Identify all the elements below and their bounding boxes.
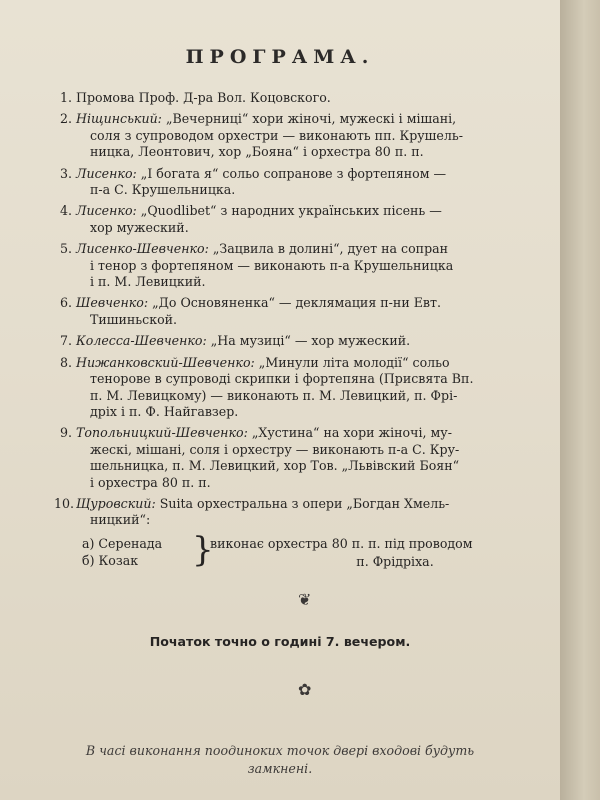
item-text: „Зацвила в долині“, дует на сопран xyxy=(212,241,449,257)
item-number: 3. xyxy=(60,165,73,181)
composer-name: Лисенко-Шевченко: xyxy=(76,241,209,257)
item-number: 6. xyxy=(60,295,73,311)
footer-note xyxy=(0,742,560,778)
item-line xyxy=(76,333,546,349)
program-list xyxy=(54,90,546,571)
program-item xyxy=(60,111,546,160)
composer-name: Шевченко: xyxy=(76,295,149,311)
ornament-top-icon: ❦ xyxy=(298,590,312,609)
performer-line: п. Фрідріха. xyxy=(356,553,434,569)
program-item xyxy=(54,495,546,529)
item-text: „Минули літа молодії“ сольо xyxy=(258,354,450,370)
item-number: 1. xyxy=(60,90,73,105)
item-text: „І богата я“ сольо сопранове з фортепяном — xyxy=(140,165,447,181)
program-item xyxy=(60,165,546,199)
item-text: „Вечерниці“ хори жіночі, мужескі і мішані, xyxy=(165,111,457,127)
item-line xyxy=(76,90,546,106)
item-text: хор мужеский. xyxy=(90,219,189,235)
ornament-bottom-icon: ✿ xyxy=(298,680,312,699)
item-line xyxy=(76,258,546,274)
composer-name: Ніщинський: xyxy=(76,111,162,127)
suite-parts xyxy=(76,529,546,571)
suite-part: а) Серенада xyxy=(82,535,163,551)
composer-name: Нижанковский-Шевченко: xyxy=(76,354,255,370)
item-line xyxy=(76,220,546,236)
start-time-note: Початок точно о годині 7. вечером. xyxy=(149,634,411,649)
item-text: „На музиці“ — хор мужеский. xyxy=(210,333,411,349)
item-text: п-а С. Крушельницка. xyxy=(90,182,236,198)
composer-name: Лисенко: xyxy=(76,165,137,181)
item-text: ницкий“: xyxy=(90,512,151,528)
brace-icon: } xyxy=(192,529,214,570)
program-item xyxy=(60,203,546,236)
suite-performers xyxy=(210,535,540,571)
item-line xyxy=(76,425,546,441)
item-text: жескі, мішані, соля і орхестру — виконають п-а С. Кру- xyxy=(90,441,460,457)
footer-line: замкнені. xyxy=(247,761,313,776)
item-number: 4. xyxy=(60,203,73,219)
suite-part: б) Козак xyxy=(82,552,139,568)
program-item xyxy=(60,354,546,421)
item-text: Тишиньской. xyxy=(90,311,178,327)
item-line xyxy=(76,442,546,458)
item-text: „Хустина“ на хори жіночі, му- xyxy=(251,425,452,441)
item-line xyxy=(76,241,546,257)
item-text: соля з супроводом орхестри — виконають пп. Крушель- xyxy=(90,127,463,143)
item-number: 8. xyxy=(60,354,73,370)
item-line xyxy=(76,388,546,404)
item-line xyxy=(76,371,546,387)
item-text: шельницка, п. М. Левицкий, хор Тов. „Львівский Боян“ xyxy=(90,458,460,474)
item-line xyxy=(76,111,546,127)
item-line xyxy=(76,312,546,328)
item-number: 7. xyxy=(60,333,73,349)
item-text: „Quodlibet“ з народних українських пісень — xyxy=(140,203,442,219)
item-line xyxy=(76,128,546,144)
item-line xyxy=(76,512,546,528)
program-item xyxy=(60,241,546,290)
item-line xyxy=(76,144,546,160)
item-text: п. М. Левицкому) — виконають п. М. Левицкий, п. Фрі- xyxy=(90,387,458,403)
item-line xyxy=(76,166,546,182)
program-item xyxy=(60,295,546,328)
item-text: дріх і п. Ф. Найгавзер. xyxy=(90,403,239,419)
item-text: Suita орхестральна з опери „Богдан Хмель- xyxy=(159,495,450,511)
item-text: і п. М. Левицкий. xyxy=(90,274,206,290)
item-line xyxy=(76,182,546,198)
item-text: і тенор з фортепяном — виконають п-а Крушельницка xyxy=(90,257,454,273)
page-edge xyxy=(560,0,600,800)
program-item xyxy=(60,90,546,106)
composer-name: Щуровский: xyxy=(76,495,156,511)
item-text: „До Основяненка“ — деклямация п-ни Евт. xyxy=(152,295,441,311)
item-line xyxy=(76,475,546,491)
program-item xyxy=(60,425,546,491)
item-line xyxy=(76,203,546,219)
item-line xyxy=(76,404,546,420)
item-number: 10. xyxy=(54,495,75,511)
performer-line: виконає орхестра 80 п. п. під проводом xyxy=(210,535,473,551)
item-text: Промова Проф. Д-ра Вол. Коцовского. xyxy=(76,90,331,105)
page-title: ПРОГРАМА. xyxy=(185,46,375,68)
item-number: 9. xyxy=(60,425,73,441)
composer-name: Топольницкий-Шевченко: xyxy=(76,425,248,441)
item-line xyxy=(76,496,546,512)
program-item xyxy=(60,333,546,349)
item-number: 2. xyxy=(60,111,73,127)
item-text: і орхестра 80 п. п. xyxy=(90,474,211,490)
item-number: 5. xyxy=(60,241,73,257)
item-line xyxy=(76,355,546,371)
item-text: тенорове в супроводі скрипки і фортепяна (Присвята Вп. xyxy=(90,371,474,387)
footer-line: В часі виконання поодиноких точок двері входові будуть xyxy=(85,743,475,758)
suite-part-list xyxy=(82,535,162,569)
composer-name: Колесса-Шевченко: xyxy=(76,333,207,349)
item-line xyxy=(76,458,546,474)
item-line xyxy=(76,295,546,311)
composer-name: Лисенко: xyxy=(76,203,137,219)
item-line xyxy=(76,274,546,290)
item-text: ницка, Леонтович, хор „Бояна“ і орхестра 80 п. п. xyxy=(90,144,424,160)
